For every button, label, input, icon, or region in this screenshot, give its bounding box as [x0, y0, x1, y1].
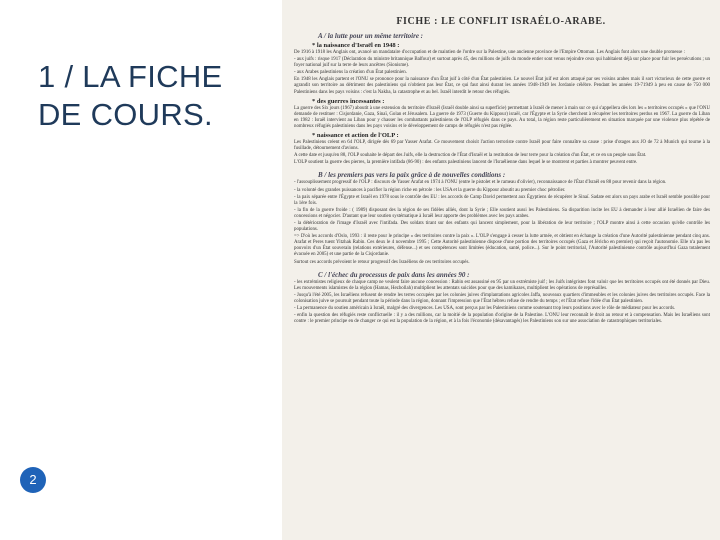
paragraph: La guerre des Six jours (1967) aboutit à une extension du territoire d'Israël (Israël double ainsi sa superficie) permettant à Israël de mener à main sur ce qui s'appellera dès lors les « territoires occupés » que l'ONU demande de restituer : Cisjordanie, Gaza, Sinaï, Golan et Jérusalem. La guerre de 1973 (Guerre du Kippour) israël, car l'Égypte et la Syrie cherchent à récupérer les territoires perdus en 1967. La guerre du Liban en 1982 : Israël intervient au Liban pour y chasser les combattants palestiniens de l'OLP réfugiés dans ce pays. Au total, la région reste particulièrement en situation marquée par une violence plus répétée de nombreux réfugiés palestiniens dans les pays voisins et le développement de camps de réfugiés n'est pas réglée.: [294, 105, 710, 129]
paragraph: - aux juifs : risque 1917 (Déclaration du ministre britannique Balfour) et surtout après 45, des millions de juifs du monde entier sont venus rejoindre ceux qui habitaient déjà sur place pour fuir les persécutions ; un foyer national juif sur la terre de leurs ancêtres (Sionisme).: [294, 57, 711, 69]
page-number-badge: 2: [20, 467, 46, 493]
slide-title-line-1: 1 / LA FICHE: [38, 59, 223, 94]
paragraph: - la détérioration de l'image d'Israël avec l'intifada. Des soldats tirant sur des enfants qui lancent simplement, pour la libération de leur territoire ; l'OLP montre ainsi à cette occasion qu'elle contrôle les populations.: [294, 220, 710, 233]
paragraph: Les Palestiniens créent en 64 l'OLP, dirigée dès 69 par Yasser Arafat. Ce mouvement choisit l'action terroriste contre Israël pour faire connaître sa cause : prise d'otages aux JO de 72 à Munich qui tourne à la fusillade, détournement d'avions.: [294, 140, 710, 152]
paragraph: - La permanence du soutien américain à Israël, malgré des divergences. Les USA, sont perçus par les Palestiniens comme soutenant trop leurs positions avec le rôle de médiateur pour les accords.: [294, 306, 676, 311]
course-sheet-document: [282, 0, 720, 540]
paragraph: - Jusqu'à l'été 2005, les Israéliens refusent de rendre les terres occupées par les colonies juives d'implantations agricoles Jaffa, nouveaux quartiers d'immeubles et les colonies juives des territoires occupés. Face la colonisation juive se poursuit pendant toute la période dans la région, donnant l'impression que l'État hébreu refuse de rendre du temps ; et l'État refuse l'idée d'un État palestinien.: [294, 292, 710, 304]
paragraph: L'OLP soutient la guerre des pierres, la première intifada (86-90) : des enfants palestiniens lancent de l'Israélienne dans lequel le se montrent et parties à montrer peuvent entre.: [294, 160, 638, 166]
paragraph: - enfin la question des réfugiés reste conflictuelle : il y a des millions, car la moitié de la population d'origine de la Palestine. L'ONU leur reconnaît le droit au retour et à compensation. Mais les Israéliens sont contre : le premier principe en de changer ce qui est la population de la région, et à la fois l'économie (désavantagés) les Palestiniens son sur une association de catastrophiques territoriales.: [294, 313, 710, 325]
paragraph: Surtout ces accords prévoient le retour progressif des Israéliens de ces territoires occupés.: [294, 259, 470, 265]
paragraph: - aux Arabes palestiniens la création d'un État palestinien.: [294, 70, 407, 76]
paragraph: - la volonté des grandes puissances à pacifier la région riche en pétrole : les USA et la guerre du Kippour aboutit au premier choc pétrolier.: [294, 187, 566, 193]
paragraph: En 1948 les Anglais partent et l'ONU se prononce pour la naissance d'un État juif à côté d'un État palestinien. Le nouvel État juif est alors attaqué par ses voisins arabes mais il sort victorieux de cette guerre et agrandit son territoire au détriment des palestiniens qui n'obtient pas leur État, ce qui faut ainsi durant les années 1948-1949 les Jordanie célèbre. Pendant les années 19-71949 à peu en cause de 750 000 Palestiniens dans les pays voisins : c'est la Nakba, la catastrophe et au bel. Israël interdit le retour des réfugiés.: [294, 77, 710, 95]
section-heading: C / l'échec du processus de paix dans les années 90 :: [318, 270, 470, 279]
paragraph: A cette date et jusqu'en 88, l'OLP souhaite le départ des Juifs, elle la destruction de l'État d'Israël et la restitution de leur terre pour la création d'un État, et ce en un peuple sans État.: [294, 153, 647, 159]
slide-title: [38, 58, 258, 134]
paragraph: - la fin de la guerre froide : ( 1989) disposant des la région de ses fidèles alliés, dont la Syrie ; Elle soutient aussi les Palestiniens. Sa disparition incite les EU à demander à leur allié Israélien de faire des concessions et négocier. D'autant que leur soutien systématique à Israël leur apporte des problèmes avec les pays arabes.: [294, 207, 710, 219]
subsection-heading: * des guerres incessantes :: [312, 97, 385, 105]
section-heading: A / la lutte pour un même territoire :: [318, 32, 424, 40]
paragraph: - les extrémistes religieux de chaque camp ne veulent faire aucune concession : Rabin est assassiné en 95 par un extrémiste juif ; les Juifs intégristes font valoir que les territoires occupés ont été donnés par Dieu. Les mouvements islamistes de la région (Hamas, Hezbollah) multiplient les attentats suicides pour que des kamikazes, multiplient les opérations de représailles.: [294, 279, 710, 291]
paragraph: - la paix séparée entre l'Égypte et Israël en 1978 sous le contrôle des EU : les accords de Camp David permettent aux Égyptiens de récupérer le Sinaï. Sadate est alors un pays arabe et Israël semble possible pour la 1ère fois.: [294, 194, 710, 206]
paragraph: - l'assouplissement progressif de l'OLP : discours de Yasser Arafat en 1974 à l'ONU (entre le pistolet et le rameau d'olivier), reconnaissance de l'État d'Israël en 88 pour revenir dans la région.: [294, 180, 667, 186]
section-heading: B / les premiers pas vers la paix grâce à de nouvelles conditions :: [318, 171, 506, 180]
paragraph: => D'où les accords d'Oslo, 1993 : il reste pour le principe « des territoires contre la paix ». L'OLP s'engage à cesser la lutte armée, et obtient en échange la création d'une Autorité palestinienne pendant cinq ans. Arafat et Peres tuent Yitzhak Rabin. Ces deux le 4 novembre 1995 ; Cette Autorité palestinienne dispose d'une portion des territoires occupés (Gaza et Jéricho en premier) qui reçoit l'autonomie. Elle n'a pas les pouvoirs d'un État souverain (relations extérieures, défense...) et ses compétences sont limitées (éducation, santé, police...). Sur le point territorial, l'Autorité palestinienne contrôle aujourd'hui Gaza totalement évacuée en 2005) et une partie de la Cisjordanie.: [294, 234, 710, 258]
subsection-heading: * la naissance d'Israël en 1948 :: [312, 42, 400, 49]
slide-title-line-2: DE COURS.: [38, 97, 213, 132]
subsection-heading: * naissance et action de l'OLP :: [312, 132, 399, 140]
paragraph: De 1916 à 1918 les Anglais ont, avancé un mandataire d'occupation et de maintien de l'ordre sur la Palestine, une ancienne province de l'Empire Ottoman. Les Anglais font alors une double promesse :: [294, 50, 685, 55]
document-sections: [282, 32, 720, 325]
document-title: FICHE : LE CONFLIT ISRAÉLO-ARABE.: [396, 16, 606, 27]
